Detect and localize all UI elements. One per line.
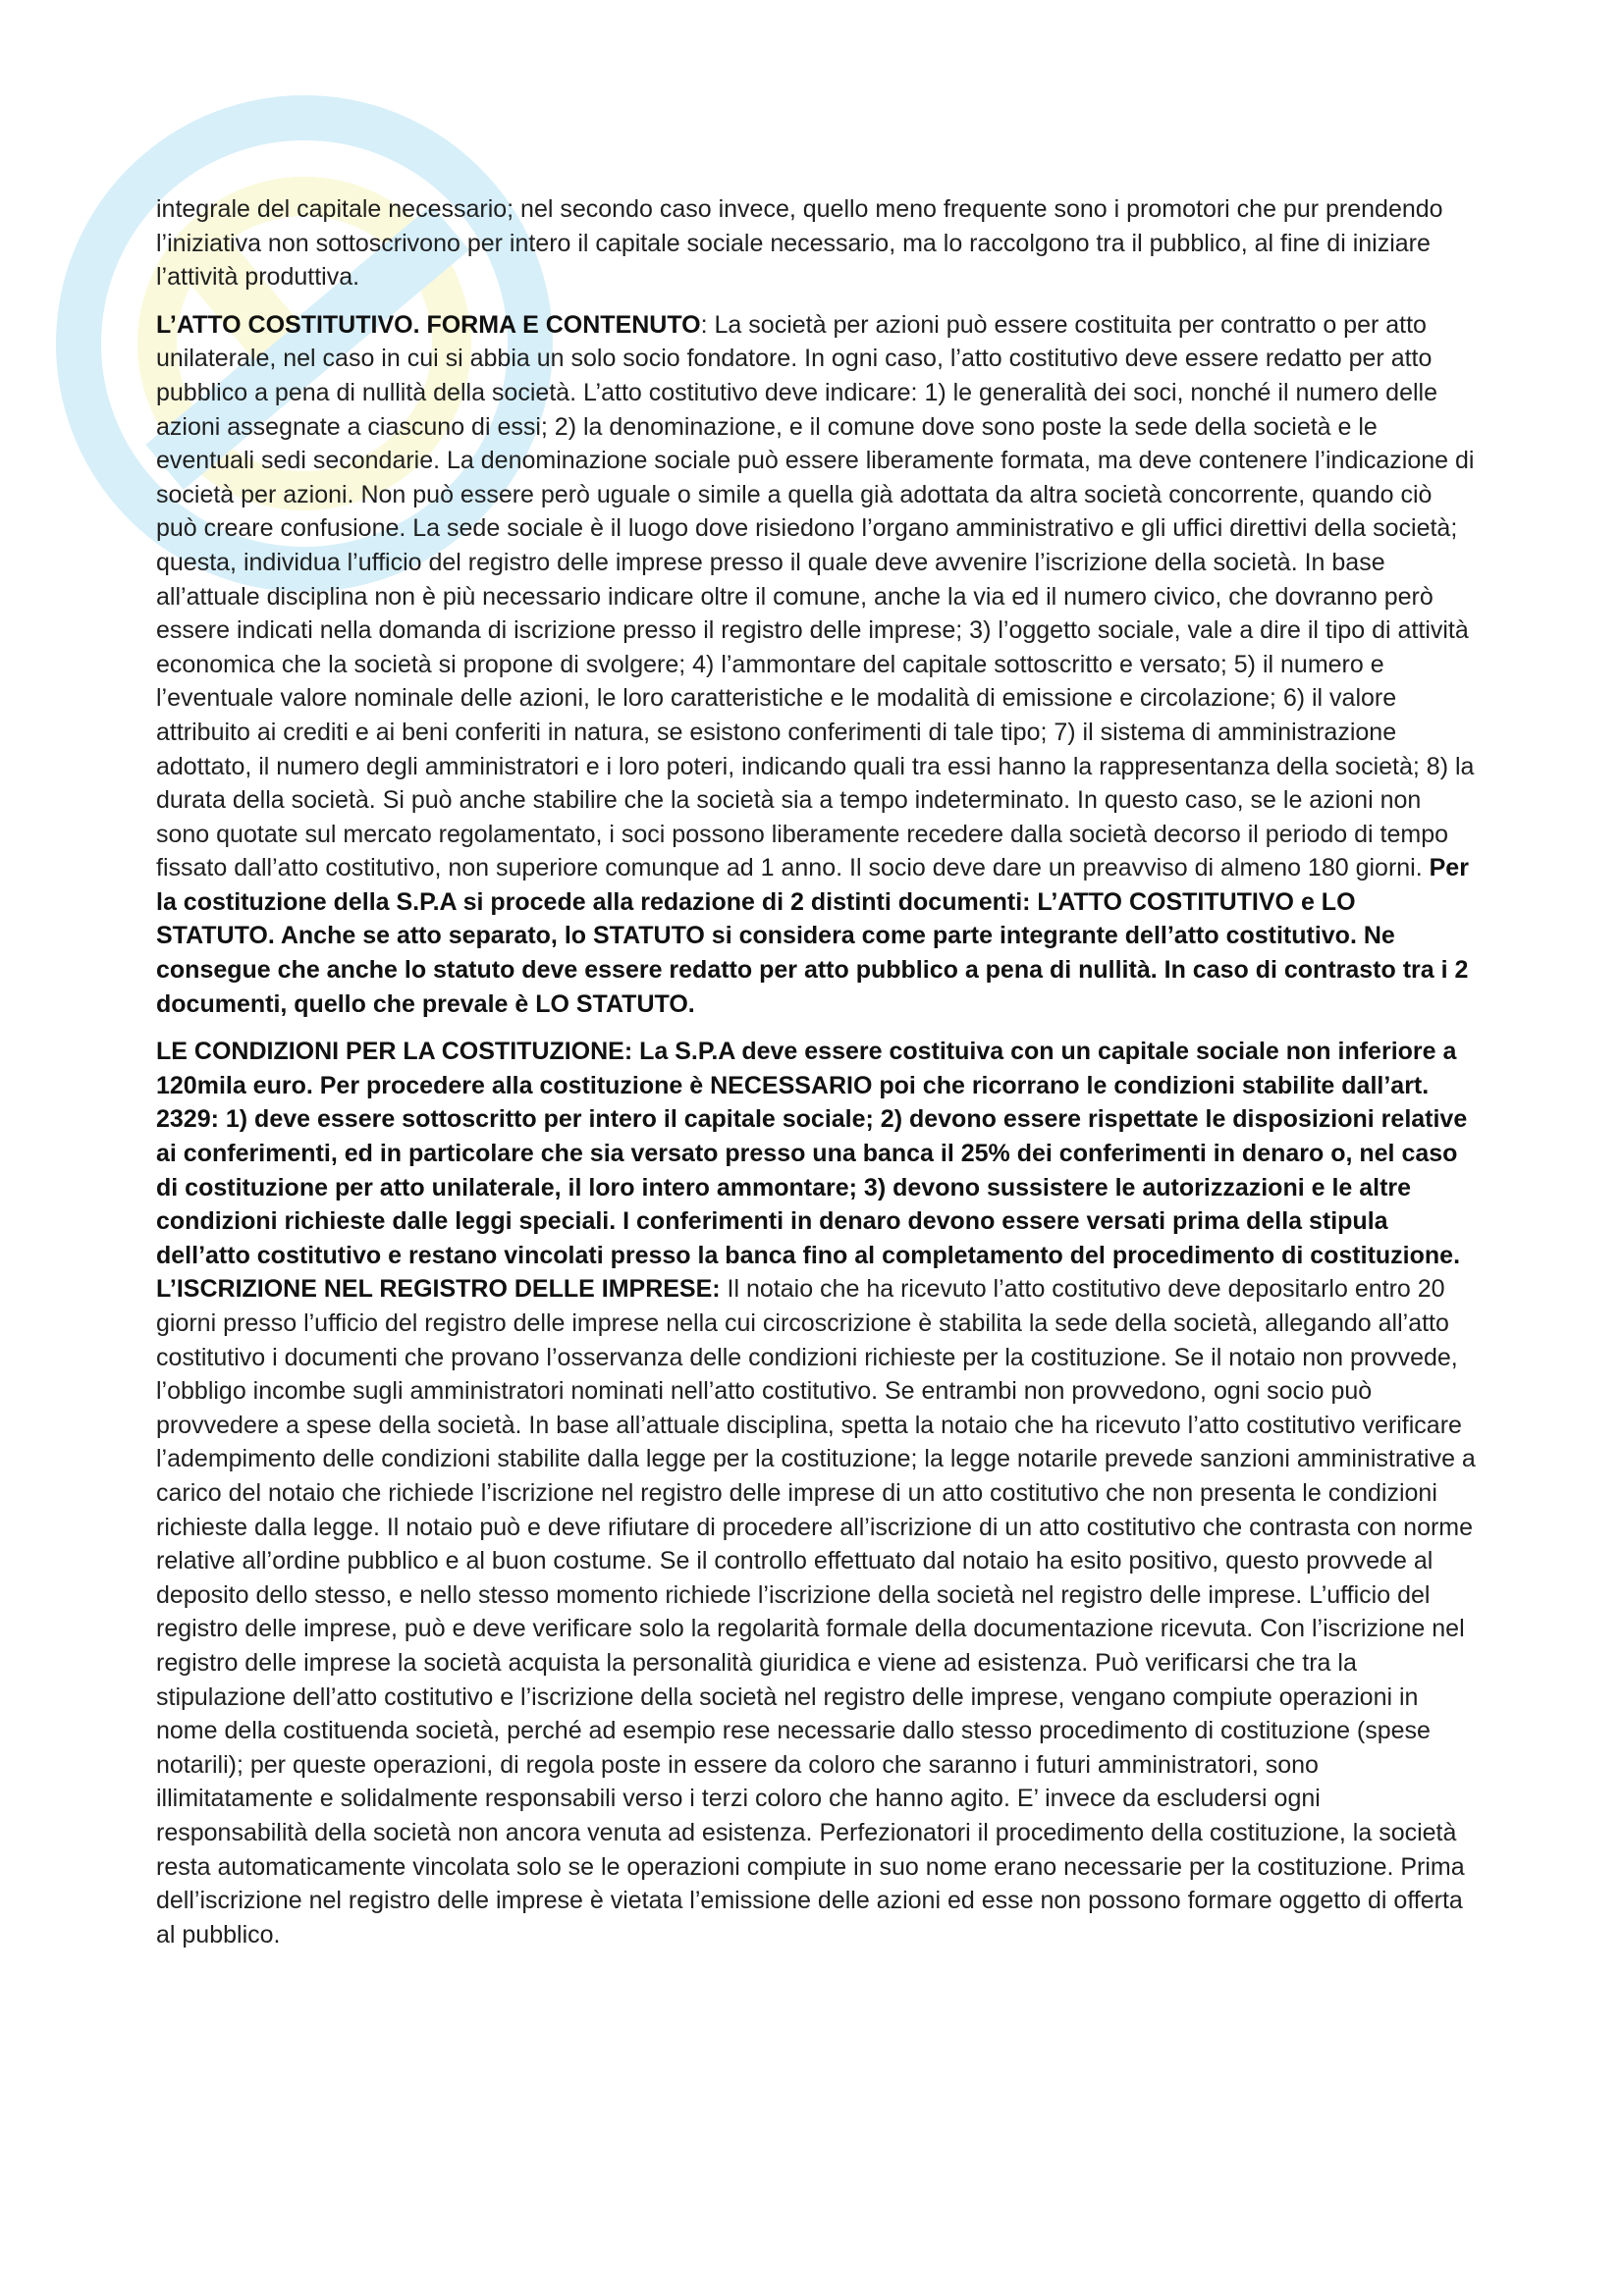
paragraph-intro-text: integrale del capitale necessario; nel secondo caso invece, quello meno frequente sono i promotori che pur prendendo l’iniziativa non sottoscrivono per intero il capitale sociale necessario, ma lo raccolgono tra il pubblico, al fine di iniziare l’attività produttiva.	[156, 195, 1443, 292]
document-body	[156, 192, 1478, 1965]
section-heading-condizioni: LE CONDIZIONI PER LA COSTITUZIONE: La S.P.A deve essere costituiva con un capitale sociale non inferiore a 120mila euro. Per procedere alla costituzione è NECESSARIO poi che ricorrano le condizioni stabilite dall’art. 2329: 1) deve essere sottoscritto per intero il capitale sociale; 2) devono essere rispettate le disposizioni relative ai conferimenti, ed in particolare che sia versato presso una banca il 25% dei conferimenti in denaro o, nel caso di costituzione per atto unilaterale, il loro intero ammontare; 3) devono sussistere le autorizzazioni e le altre condizioni richieste dalle leggi speciali. I conferimenti in denaro devono essere versati prima della stipula dell’atto costitutivo e restano vincolati presso la banca fino al completamento del procedimento di costituzione. L’ISCRIZIONE NEL REGISTRO DELLE IMPRESE:	[156, 1038, 1468, 1304]
paragraph-condizioni	[156, 1035, 1478, 1951]
paragraph-atto-costitutivo-text: : La società per azioni può essere costituita per contratto o per atto unilaterale, nel caso in cui si abbia un solo socio fondatore. In ogni caso, l’atto costitutivo deve essere redatto per atto pubblico a pena di nullità della società. L’atto costitutivo deve indicare: 1) le generalità dei soci, nonché il numero delle azioni assegnate a ciascuno di essi; 2) la denominazione, e il comune dove sono poste la sede della società e le eventuali sedi secondarie. La denominazione sociale può essere liberamente formata, ma deve contenere l’indicazione di società per azioni. Non può essere però uguale o simile a quella già adottata da altra società concorrente, quando ciò può creare confusione. La sede sociale è il luogo dove risiedono l’organo amministrativo e gli uffici direttivi della società; questa, individua l’ufficio del registro delle imprese presso il quale deve avvenire l’iscrizione della società. In base all’attuale disciplina non è più necessario indicare oltre il comune, anche la via ed il numero civico, che dovranno però essere indicati nella domanda di iscrizione presso il registro delle imprese; 3) l’oggetto sociale, vale a dire il tipo di attività economica che la società si propone di svolgere; 4) l’ammontare del capitale sottoscritto e versato; 5) il numero e l’eventuale valore nominale delle azioni, le loro caratteristiche e le modalità di emissione e circolazione; 6) il valore attribuito ai crediti e ai beni conferiti in natura, se esistono conferimenti di tale tipo; 7) il sistema di amministrazione adottato, il numero degli amministratori e i loro poteri, indicando quali tra essi hanno la rappresentanza della società; 8) la durata della società. Si può anche stabilire che la società sia a tempo indeterminato. In questo caso, se le azioni non sono quotate sul mercato regolamentato, i soci possono liberamente recedere dalla società decorso il periodo di tempo fissato dall’atto costitutivo, non superiore comunque ad 1 anno. Il socio deve dare un preavviso di almeno 180 giorni.	[156, 310, 1475, 882]
paragraph-atto-costitutivo-bold: Per la costituzione della S.P.A si procede alla redazione di 2 distinti documenti: L’ATTO COSTITUTIVO e LO STATUTO. Anche se atto separato, lo STATUTO si considera come parte integrante dell’atto costitutivo. Ne consegue che anche lo statuto deve essere redatto per atto pubblico a pena di nullità. In caso di contrasto tra i 2 documenti, quello che prevale è LO STATUTO.	[156, 854, 1469, 1018]
paragraph-atto-costitutivo	[156, 308, 1478, 1021]
section-heading-atto-costitutivo: L’ATTO COSTITUTIVO. FORMA E CONTENUTO	[156, 310, 701, 339]
paragraph-intro	[156, 192, 1478, 294]
paragraph-condizioni-text: Il notaio che ha ricevuto l’atto costitutivo deve depositarlo entro 20 giorni presso l’ufficio del registro delle imprese nella cui circoscrizione è stabilita la sede della società, allegando all’atto costitutivo i documenti che provano l’osservanza delle condizioni richieste per la costituzione. Se il notaio non provvede, l’obbligo incombe sugli amministratori nominati nell’atto costitutivo. Se entrambi non provvedono, ogni socio può provvedere a spese della società. In base all’attuale disciplina, spetta la notaio che ha ricevuto l’atto costitutivo verificare l’adempimento delle condizioni stabilite dalla legge per la costituzione; la legge notarile prevede sanzioni amministrative a carico del notaio che richiede l’iscrizione nel registro delle imprese di un atto costitutivo che non presenta le condizioni richieste dalla legge. Il notaio può e deve rifiutare di procedere all’iscrizione di un atto costitutivo che contrasta con norme relative all’ordine pubblico e al buon costume. Se il controllo effettuato dal notaio ha esito positivo, questo provvede al deposito dello stesso, e nello stesso momento richiede l’iscrizione della società nel registro delle imprese. L’ufficio del registro delle imprese, può e deve verificare solo la regolarità formale della documentazione ricevuta. Con l’iscrizione nel registro delle imprese la società acquista la personalità giuridica e viene ad esistenza. Può verificarsi che tra la stipulazione dell’atto costitutivo e l’iscrizione della società nel registro delle imprese, vengano compiute operazioni in nome della costituenda società, perché ad esempio rese necessarie dallo stesso procedimento di costituzione (spese notarili); per queste operazioni, di regola poste in essere da coloro che saranno i futuri amministratori, sono illimitatamente e solidalmente responsabili verso i terzi coloro che hanno agito. E’ invece da escludersi ogni responsabilità della società non ancora venuta ad esistenza. Perfezionatori il procedimento della costituzione, la società resta automaticamente vincolata solo se le operazioni compiute in suo nome erano necessarie per la costituzione. Prima dell’iscrizione nel registro delle imprese è vietata l’emissione delle azioni ed esse non possono formare oggetto di offerta al pubblico.	[156, 1275, 1476, 1949]
